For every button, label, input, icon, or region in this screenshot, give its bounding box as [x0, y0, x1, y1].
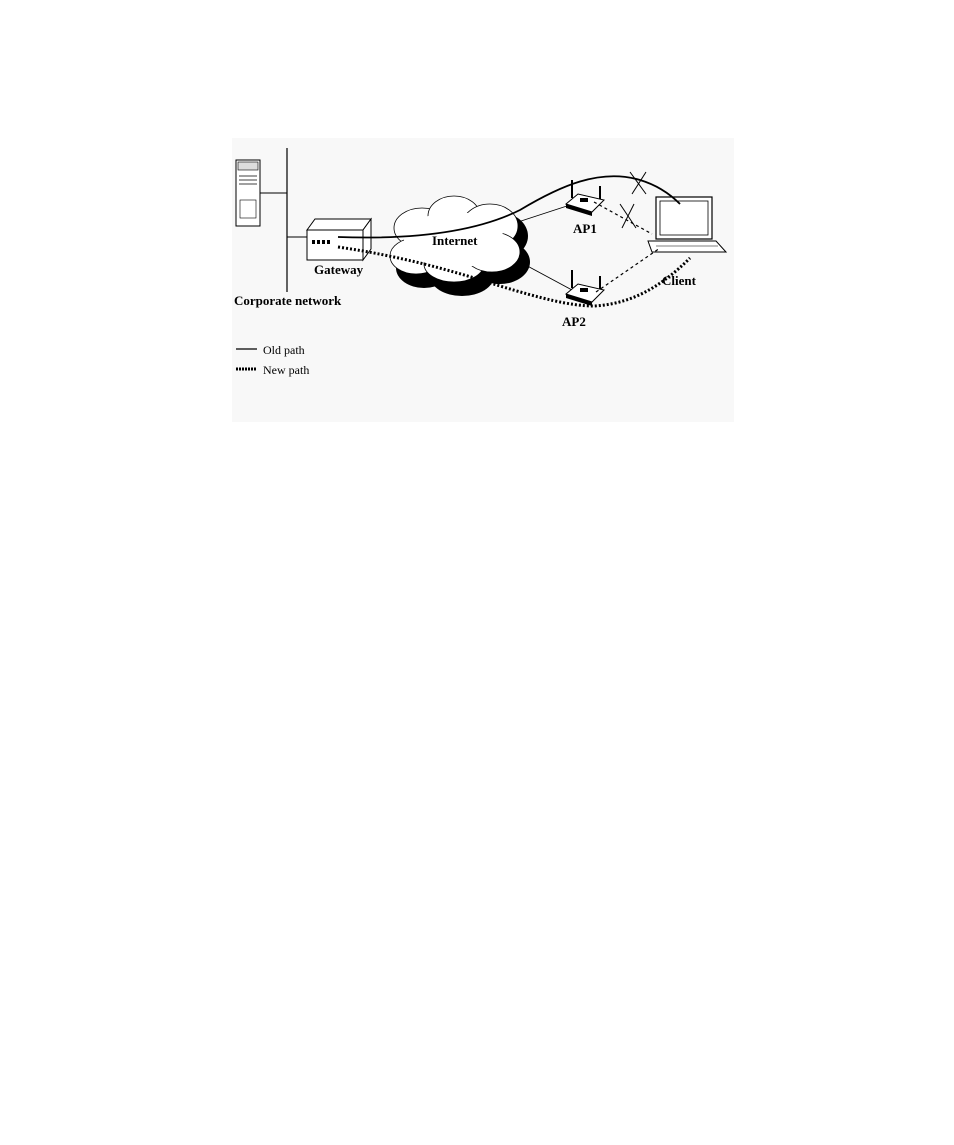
corporate-network-label: Corporate network	[234, 293, 342, 308]
internet-label: Internet	[432, 233, 478, 248]
server-icon	[236, 160, 260, 226]
ap1-label: AP1	[573, 221, 597, 236]
legend-new-path-label: New path	[263, 363, 310, 377]
gateway-label: Gateway	[314, 262, 364, 277]
ap2-label: AP2	[562, 314, 586, 329]
gateway-icon	[307, 219, 371, 260]
client-label: Client	[662, 273, 696, 288]
legend-old-path-label: Old path	[263, 343, 305, 357]
